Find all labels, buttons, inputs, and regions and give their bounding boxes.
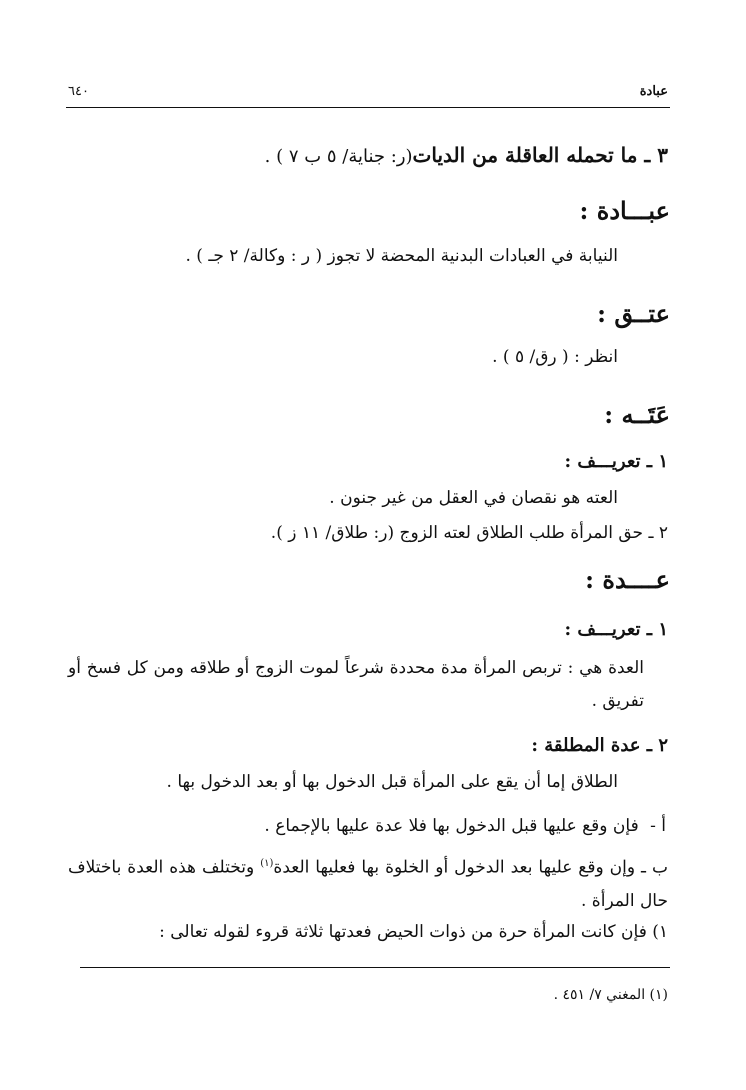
idda-definition-text: العدة هي : تربص المرأة مدة محددة شرعاً لموت الزوج أو طلاقه ومن كل فسخ أو تفريق .	[68, 658, 644, 711]
item-3-reference: (ر: جناية/ ٥ ب ٧ ) .	[264, 146, 413, 167]
point-b-text-1: ب ـ وإن وقع عليها بعد الدخول أو الخلوة بها فعليها العدة	[273, 857, 669, 878]
header-divider	[66, 107, 670, 108]
idda-definition-heading: ١ ـ تعريـــف :	[564, 619, 668, 640]
entry-heading-idda: عــــدة :	[585, 565, 670, 594]
page-number: ٦٤٠	[68, 84, 89, 99]
item-3-title: ٣ ـ ما تحمله العاقلة من الديات	[412, 143, 668, 167]
atah-item-2: ٢ ـ حق المرأة طلب الطلاق لعته الزوج (ر: طلاق/ ١١ ز ).	[270, 523, 668, 543]
footnote-1: (١) المغني ٧/ ٤٥١ .	[553, 987, 668, 1003]
point-a-text: فإن وقع عليها قبل الدخول بها فلا عدة عليها بالإجماع .	[264, 816, 639, 836]
entry-heading-ibada: عبـــادة :	[579, 196, 670, 225]
footnote-divider	[80, 967, 670, 968]
entry-heading-itq: عتــق :	[597, 299, 670, 328]
point-b-text-2: وتختلف هذه العدة باختلاف حال المرأة .	[68, 857, 668, 911]
idda-section-2-heading: ٢ ـ عدة المطلقة :	[531, 735, 668, 756]
idda-point-b	[68, 847, 668, 918]
atah-definition-text: العته هو نقصان في العقل من غير جنون .	[329, 488, 618, 508]
ibada-text: النيابة في العبادات البدنية المحضة لا تجوز ( ر : وكالة/ ٢ جـ ) .	[185, 246, 618, 266]
prev-entry-item-3	[265, 141, 668, 169]
point-a-label: أ -	[650, 816, 666, 836]
running-header-title: عبادة	[639, 84, 668, 99]
idda-section-2-intro: الطلاق إما أن يقع على المرأة قبل الدخول بها أو بعد الدخول بها .	[166, 772, 618, 792]
entry-heading-atah: عَتَــه :	[604, 400, 670, 429]
atah-definition-heading: ١ ـ تعريـــف :	[564, 451, 668, 472]
footnote-marker: (١)	[260, 858, 274, 869]
itq-text: انظر : ( رق/ ٥ ) .	[492, 347, 618, 367]
idda-point-1: ١) فإن كانت المرأة حرة من ذوات الحيض فعدتها ثلاثة قروء لقوله تعالى :	[159, 922, 668, 942]
idda-point-a	[264, 815, 666, 839]
